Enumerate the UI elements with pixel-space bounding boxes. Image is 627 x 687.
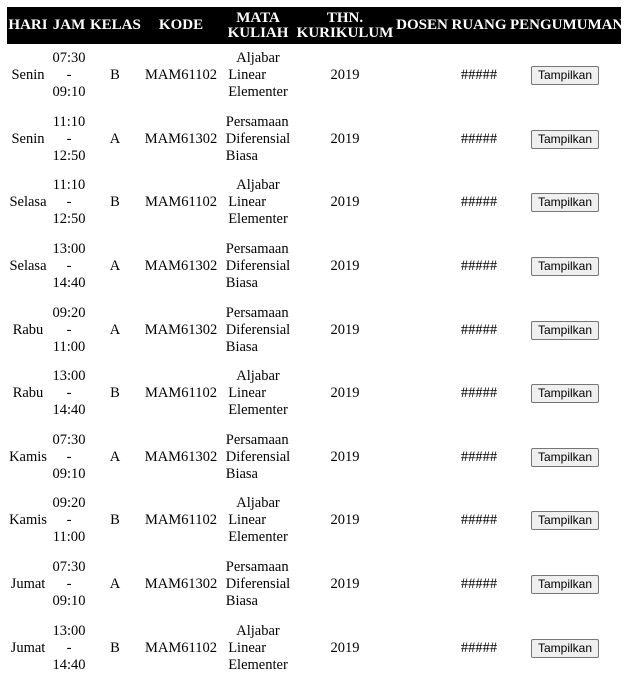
cell-kurikulum: 2019 — [330, 67, 360, 84]
table-row — [7, 44, 621, 108]
matkul-line: Elementer — [228, 402, 288, 419]
cell-jam — [49, 426, 89, 490]
jam-mulai: 13:00 — [52, 368, 86, 385]
cell-pengumuman — [509, 489, 621, 553]
cell-dosen — [395, 616, 449, 680]
cell-dosen — [395, 426, 449, 490]
cell-pengumuman — [509, 44, 621, 108]
matkul-line: Diferensial — [225, 130, 291, 147]
matkul-line: Diferensial — [225, 448, 291, 465]
jam-selesai: 12:50 — [52, 147, 86, 164]
matkul-line: Aljabar — [236, 622, 280, 639]
jam-separator: - — [66, 576, 72, 593]
cell-kurikulum: 2019 — [330, 512, 360, 529]
cell-kurikulum: 2019 — [330, 194, 360, 211]
cell-pengumuman — [509, 108, 621, 172]
cell-hari: Jumat — [10, 639, 46, 656]
cell-pengumuman — [509, 616, 621, 680]
tampilkan-button[interactable]: Tampilkan — [531, 257, 599, 276]
cell-kurikulum: 2019 — [330, 576, 360, 593]
cell-mata-kuliah — [221, 44, 295, 108]
cell-jam — [49, 108, 89, 172]
tampilkan-button[interactable]: Tampilkan — [531, 66, 599, 85]
matkul-line: Elementer — [228, 529, 288, 546]
jam-selesai: 09:10 — [52, 593, 86, 610]
cell-jam — [49, 362, 89, 426]
tampilkan-button[interactable]: Tampilkan — [531, 639, 599, 658]
cell-jam — [49, 171, 89, 235]
cell-kode: MAM61302 — [144, 130, 218, 147]
cell-kode: MAM61302 — [144, 321, 218, 338]
table-row — [7, 426, 621, 490]
cell-kurikulum: 2019 — [330, 321, 360, 338]
jam-separator: - — [66, 385, 72, 402]
cell-mata-kuliah — [221, 553, 295, 617]
jam-separator: - — [66, 448, 72, 465]
cell-dosen — [395, 298, 449, 362]
table-row — [7, 235, 621, 299]
matkul-line: Linear — [228, 67, 267, 84]
matkul-line: Biasa — [225, 147, 258, 164]
table-row — [7, 489, 621, 553]
schedule-table — [7, 7, 624, 680]
tampilkan-button[interactable]: Tampilkan — [531, 448, 599, 467]
jam-separator: - — [66, 512, 72, 529]
cell-kelas: A — [109, 258, 121, 275]
matkul-line: Elementer — [228, 656, 288, 673]
jam-mulai: 11:10 — [52, 113, 86, 130]
jam-selesai: 14:40 — [52, 275, 86, 292]
cell-jam — [49, 553, 89, 617]
cell-ruang: ##### — [460, 576, 498, 593]
cell-jam — [49, 235, 89, 299]
cell-hari: Rabu — [12, 385, 44, 402]
header-pengumuman: PENGUMUMAN — [509, 7, 621, 44]
cell-ruang: ##### — [460, 67, 498, 84]
cell-hari: Kamis — [9, 512, 47, 529]
table-header — [7, 7, 624, 44]
cell-dosen — [395, 553, 449, 617]
cell-ruang: ##### — [460, 512, 498, 529]
cell-kurikulum: 2019 — [330, 258, 360, 275]
matkul-line: Biasa — [225, 465, 258, 482]
cell-jam — [49, 616, 89, 680]
jam-selesai: 12:50 — [52, 211, 86, 228]
cell-dosen — [395, 489, 449, 553]
matkul-line: Linear — [228, 194, 267, 211]
cell-dosen — [395, 108, 449, 172]
cell-hari: Senin — [11, 130, 45, 147]
matkul-line: Aljabar — [236, 50, 280, 67]
cell-kelas: B — [110, 639, 120, 656]
cell-pengumuman — [509, 235, 621, 299]
cell-kode: MAM61102 — [145, 512, 217, 529]
tampilkan-button[interactable]: Tampilkan — [531, 511, 599, 530]
table-row — [7, 553, 621, 617]
jam-mulai: 09:20 — [52, 304, 86, 321]
jam-mulai: 09:20 — [52, 495, 86, 512]
matkul-line: Linear — [228, 512, 267, 529]
table-row — [7, 298, 621, 362]
jam-selesai: 14:40 — [52, 656, 86, 673]
cell-ruang: ##### — [460, 448, 498, 465]
cell-ruang: ##### — [460, 639, 498, 656]
header-kode: KODE — [141, 7, 221, 44]
cell-mata-kuliah — [221, 108, 295, 172]
table-body — [7, 44, 621, 680]
matkul-line: Biasa — [225, 338, 258, 355]
cell-mata-kuliah — [221, 362, 295, 426]
cell-dosen — [395, 44, 449, 108]
matkul-line: Persamaan — [225, 559, 289, 576]
matkul-line: Persamaan — [225, 241, 289, 258]
jam-separator: - — [66, 130, 72, 147]
cell-pengumuman — [509, 171, 621, 235]
header-kurikulum: THN. KURIKULUM — [295, 7, 395, 44]
jam-separator: - — [66, 639, 72, 656]
cell-mata-kuliah — [221, 616, 295, 680]
jam-mulai: 13:00 — [52, 622, 86, 639]
matkul-line: Diferensial — [225, 258, 291, 275]
header-hari: HARI — [7, 7, 49, 44]
cell-kelas: A — [109, 576, 121, 593]
tampilkan-button[interactable]: Tampilkan — [531, 575, 599, 594]
cell-hari: Rabu — [12, 321, 44, 338]
jam-mulai: 07:30 — [52, 559, 86, 576]
header-ruang: RUANG — [449, 7, 509, 44]
matkul-line: Aljabar — [236, 368, 280, 385]
tampilkan-button[interactable]: Tampilkan — [531, 321, 599, 340]
jam-selesai: 09:10 — [52, 84, 86, 101]
cell-dosen — [395, 362, 449, 426]
cell-jam — [49, 298, 89, 362]
cell-dosen — [395, 171, 449, 235]
cell-hari: Selasa — [9, 194, 47, 211]
jam-selesai: 11:00 — [52, 338, 86, 355]
tampilkan-button[interactable]: Tampilkan — [531, 384, 599, 403]
cell-kelas: A — [109, 130, 121, 147]
matkul-line: Biasa — [225, 593, 258, 610]
cell-mata-kuliah — [221, 171, 295, 235]
cell-kelas: B — [110, 385, 120, 402]
jam-mulai: 11:10 — [52, 177, 86, 194]
cell-jam — [49, 44, 89, 108]
cell-kode: MAM61102 — [145, 385, 217, 402]
cell-kelas: B — [110, 512, 120, 529]
table-row — [7, 362, 621, 426]
cell-kelas: B — [110, 194, 120, 211]
matkul-line: Persamaan — [225, 431, 289, 448]
matkul-line: Persamaan — [225, 304, 289, 321]
cell-mata-kuliah — [221, 298, 295, 362]
cell-ruang: ##### — [460, 258, 498, 275]
header-mata-kuliah: MATA KULIAH — [221, 7, 295, 44]
matkul-line: Diferensial — [225, 576, 291, 593]
cell-kurikulum: 2019 — [330, 448, 360, 465]
cell-mata-kuliah — [221, 426, 295, 490]
cell-pengumuman — [509, 362, 621, 426]
cell-ruang: ##### — [460, 321, 498, 338]
cell-pengumuman — [509, 298, 621, 362]
cell-hari: Jumat — [10, 576, 46, 593]
cell-mata-kuliah — [221, 489, 295, 553]
jam-selesai: 14:40 — [52, 402, 86, 419]
table-row — [7, 616, 621, 680]
tampilkan-button[interactable]: Tampilkan — [531, 130, 599, 149]
jam-separator: - — [66, 321, 72, 338]
cell-hari: Kamis — [9, 448, 47, 465]
cell-jam — [49, 489, 89, 553]
cell-kode: MAM61302 — [144, 258, 218, 275]
matkul-line: Aljabar — [236, 495, 280, 512]
cell-kode: MAM61302 — [144, 448, 218, 465]
jam-selesai: 11:00 — [52, 529, 86, 546]
matkul-line: Elementer — [228, 84, 288, 101]
jam-separator: - — [66, 258, 72, 275]
header-dosen: DOSEN — [395, 7, 449, 44]
cell-ruang: ##### — [460, 130, 498, 147]
tampilkan-button[interactable]: Tampilkan — [531, 193, 599, 212]
cell-pengumuman — [509, 553, 621, 617]
matkul-line: Linear — [228, 385, 267, 402]
jam-mulai: 07:30 — [52, 50, 86, 67]
jam-selesai: 09:10 — [52, 465, 86, 482]
matkul-line: Biasa — [225, 275, 258, 292]
cell-ruang: ##### — [460, 385, 498, 402]
header-kelas: KELAS — [89, 7, 141, 44]
matkul-line: Elementer — [228, 211, 288, 228]
table-row — [7, 108, 621, 172]
cell-pengumuman — [509, 426, 621, 490]
jam-mulai: 07:30 — [52, 431, 86, 448]
matkul-line: Linear — [228, 639, 267, 656]
cell-mata-kuliah — [221, 235, 295, 299]
cell-kode: MAM61302 — [144, 576, 218, 593]
cell-kelas: A — [109, 448, 121, 465]
matkul-line: Aljabar — [236, 177, 280, 194]
cell-kurikulum: 2019 — [330, 130, 360, 147]
cell-kurikulum: 2019 — [330, 385, 360, 402]
cell-kode: MAM61102 — [145, 194, 217, 211]
header-row — [7, 7, 621, 44]
cell-kurikulum: 2019 — [330, 639, 360, 656]
cell-dosen — [395, 235, 449, 299]
cell-hari: Senin — [11, 67, 45, 84]
cell-hari: Selasa — [9, 258, 47, 275]
matkul-line: Persamaan — [225, 113, 289, 130]
jam-mulai: 13:00 — [52, 241, 86, 258]
cell-kelas: B — [110, 67, 120, 84]
cell-kode: MAM61102 — [145, 67, 217, 84]
cell-kelas: A — [109, 321, 121, 338]
table-row — [7, 171, 621, 235]
cell-kode: MAM61102 — [145, 639, 217, 656]
jam-separator: - — [66, 67, 72, 84]
header-jam: JAM — [49, 7, 89, 44]
jam-separator: - — [66, 194, 72, 211]
cell-ruang: ##### — [460, 194, 498, 211]
matkul-line: Diferensial — [225, 321, 291, 338]
